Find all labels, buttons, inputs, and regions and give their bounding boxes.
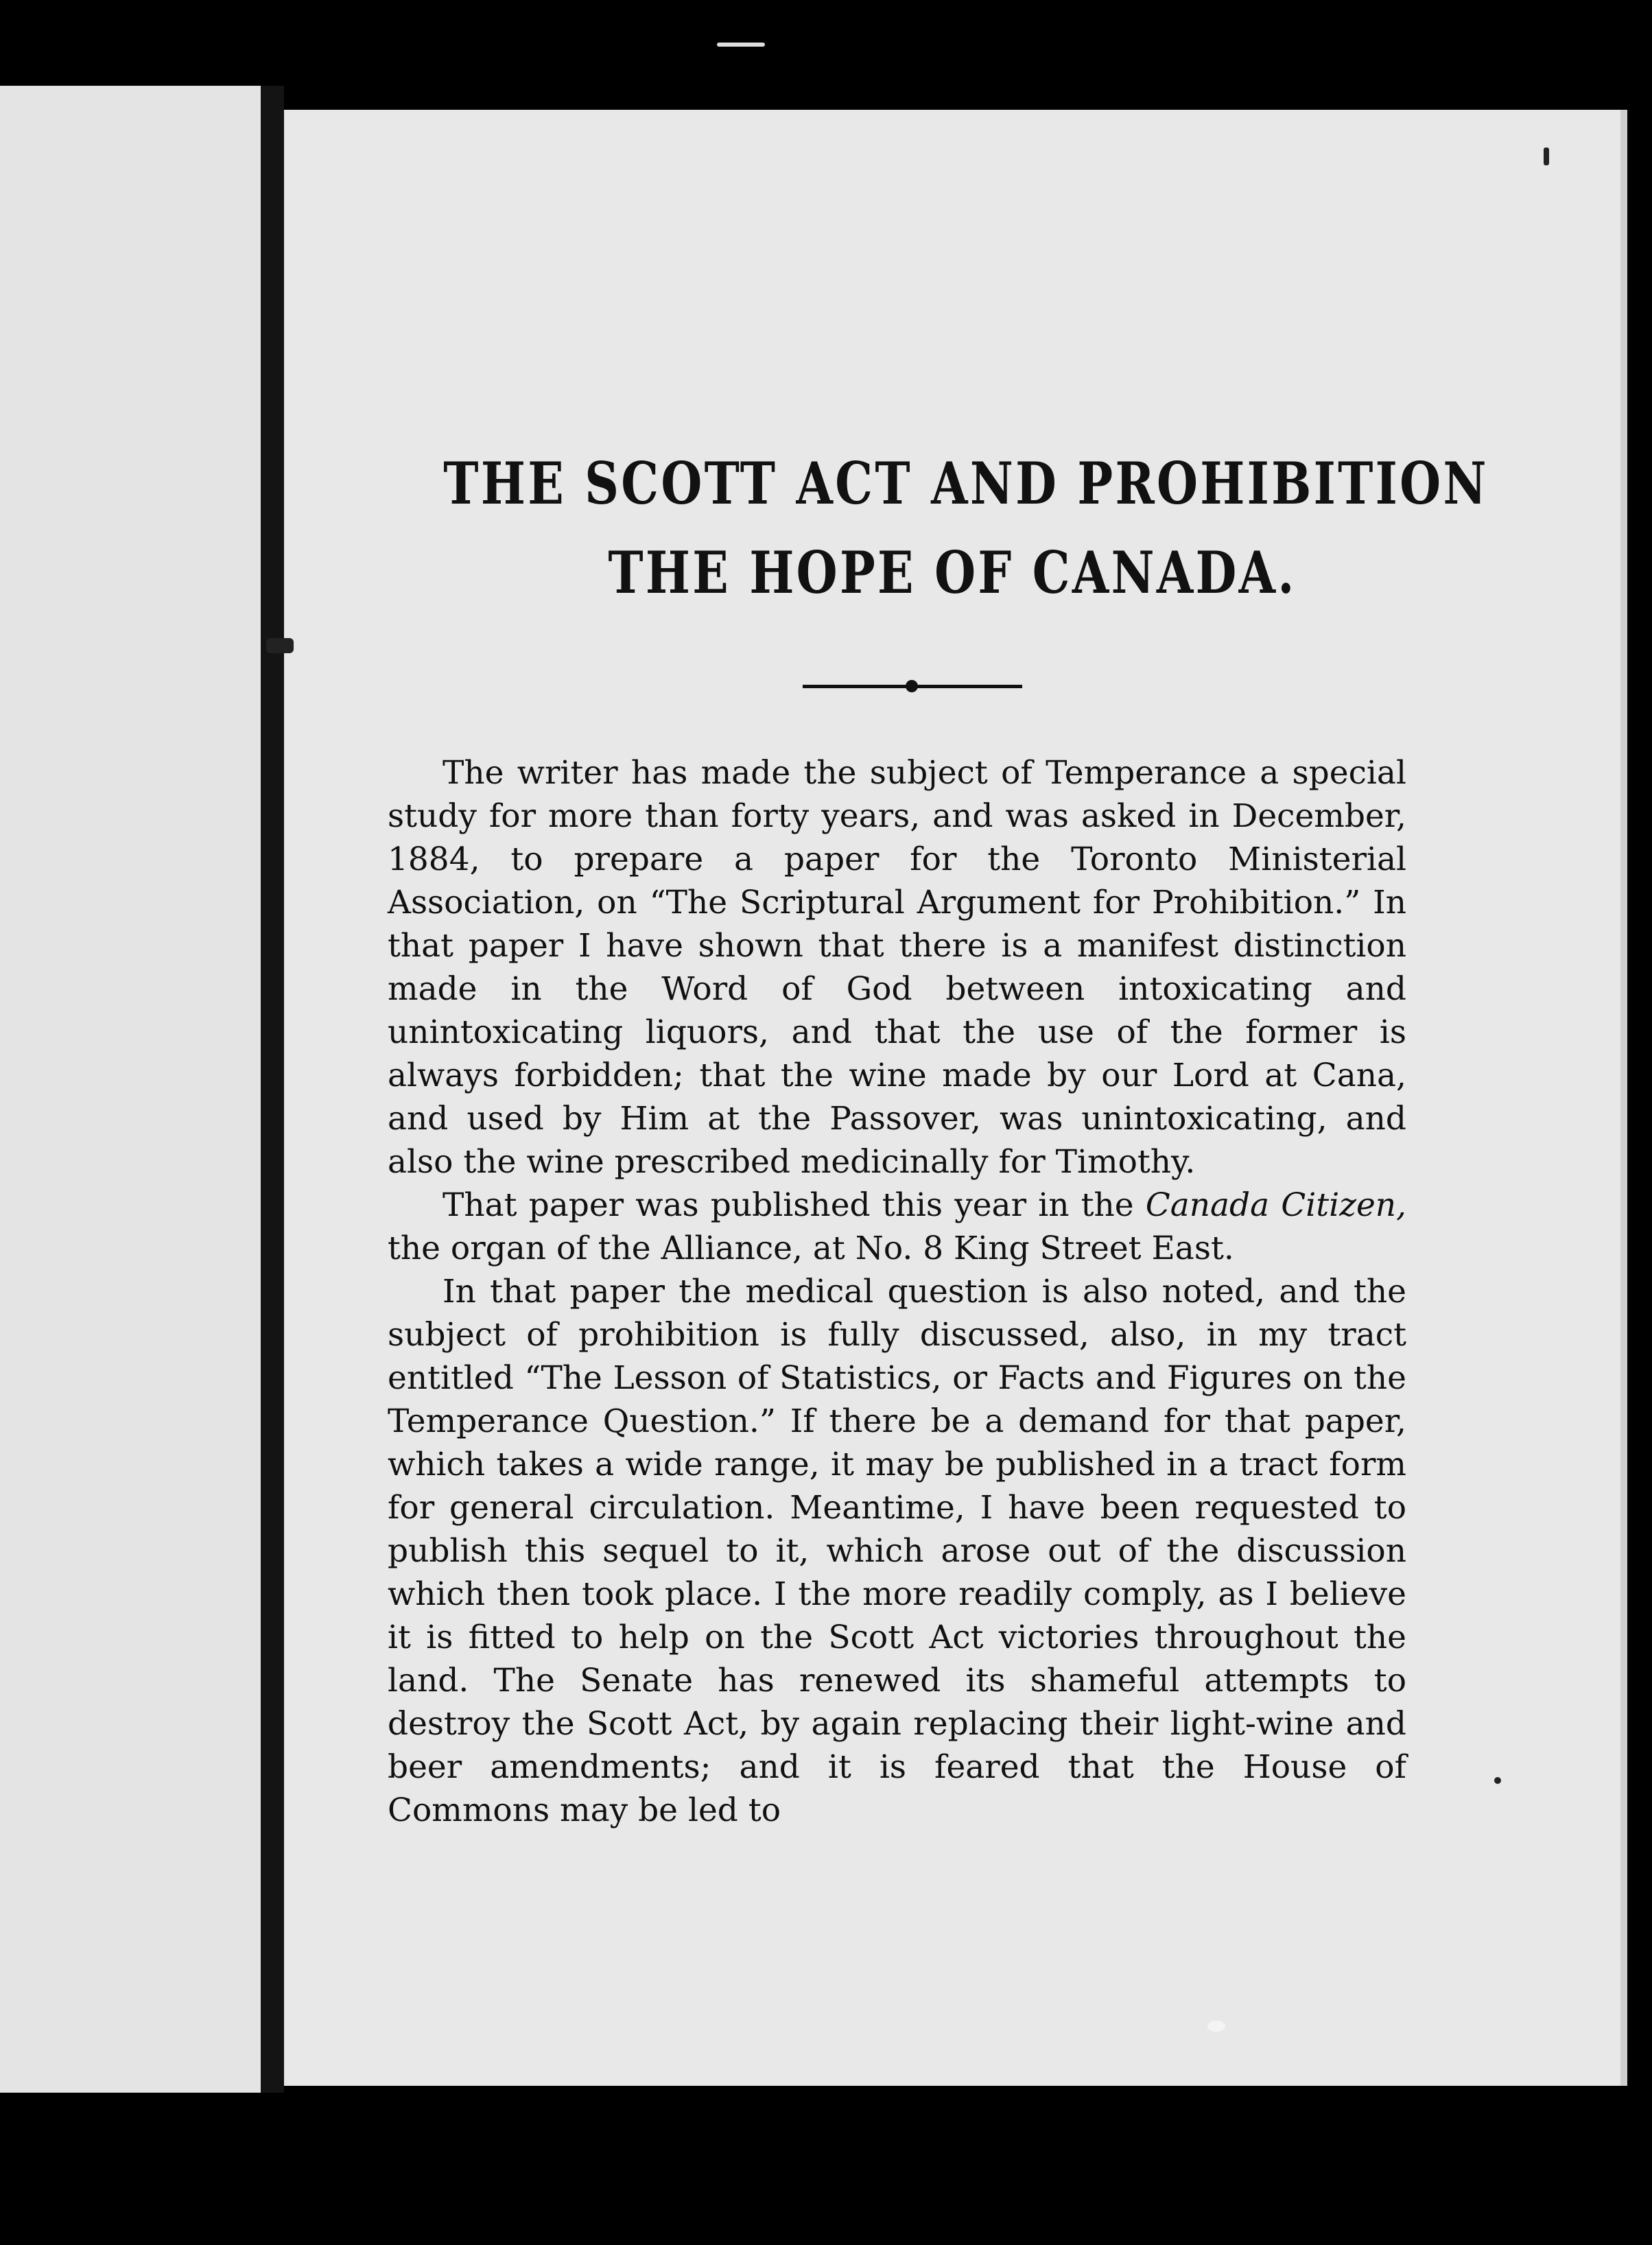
paragraph-2-text-after: the organ of the Alliance, at No. 8 King Street East. [388,1230,1234,1267]
facing-page-strip [0,86,271,2093]
paragraph-1: The writer has made the subject of Temperance a special study for more than forty years, and was asked in December, 1884, to prepare a paper for the Toronto Ministerial Association, on “The Scriptural Argument for Prohibition.” In that paper I have shown that there is a manifest distinction made in the Word of God between intoxicating and unintoxicating liquors, and that the use of the former is always forbidden; that the wine made by our Lord at Cana, and used by Him at the Passover, was unintoxicating, and also the wine prescribed medicinally for Timothy. [388,754,1406,1181]
ornamental-rule-dot [906,680,918,692]
scan-speck [1207,2021,1225,2032]
title-line-2: THE HOPE OF CANADA. [608,539,1297,607]
body-text [388,751,1406,1832]
paragraph-2-text-before: That paper was published this year in the [442,1186,1146,1224]
paragraph-3: In that paper the medical question is also noted, and the subject of prohibition is fully discussed, also, in my tract entitled “The Lesson of Statistics, or Facts and Figures on the Temperance Question.” If there be a demand for that paper, which takes a wide range, it may be published in a tract form for general circulation. Meantime, I have been requested to publish this sequel to it, which arose out of the discussion which then took place. I the more readily comply, as I believe it is fitted to help on the Scott Act victories throughout the land. The Senate has renewed its shameful attempts to destroy the Scott Act, by again replacing their light-wine and beer amendments; and it is feared that the House of Commons may be led to [388,1273,1406,1829]
scan-speck [266,638,294,653]
page-edge [1620,110,1627,2086]
scan-speck [1544,148,1549,165]
scan-speck [717,43,765,47]
paragraph-2-italic-text: Canada Citizen, [1145,1186,1406,1224]
book-spine [261,86,284,2093]
title-line-1: THE SCOTT ACT AND PROHIBITION [443,449,1489,517]
document-title [284,439,1620,618]
scan-speck [1494,1777,1501,1784]
paragraph-2 [388,1184,1406,1270]
